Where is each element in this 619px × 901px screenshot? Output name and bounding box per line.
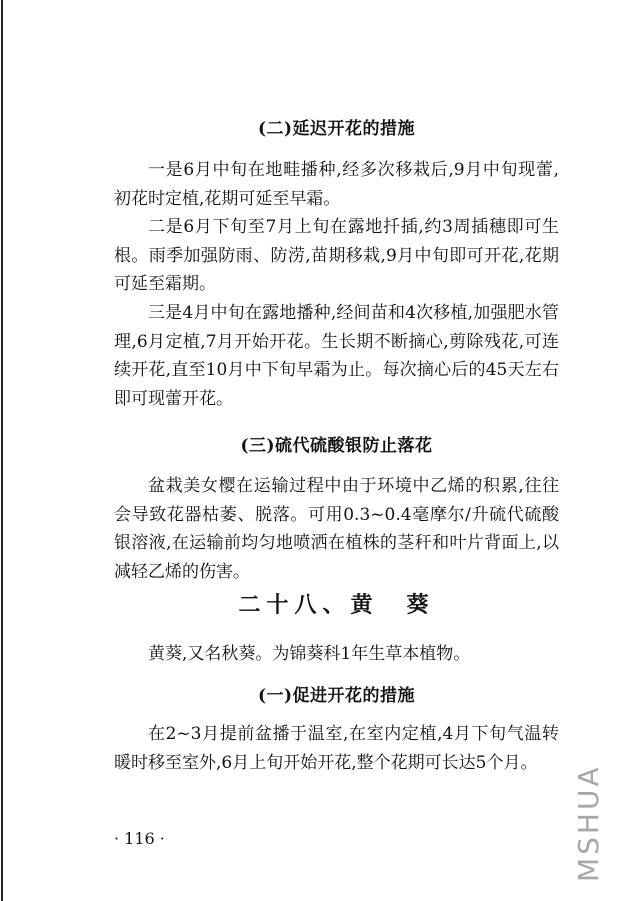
chapter-title: 二十八、黄 葵 [238, 592, 435, 618]
section-heading-promote-flowering: (一)促进开花的措施 [257, 686, 416, 706]
watermark-logo: MSHUA [572, 764, 605, 882]
paragraph-silver-thiosulfate: 盆栽美女樱在运输过程中由于环境中乙烯的积累,往往会导致花器枯萎、脱落。可用0.3~0.4毫摩尔/升硫代硫酸银溶液,在运输前均匀地喷洒在植株的茎秆和叶片背面上,以减轻乙烯的伤害。 [114, 476, 559, 582]
paragraph-method-one: 一是6月中旬在地畦播种,经多次移栽后,9月中旬现蕾,初花时定植,花期可延至早霜。 [114, 160, 559, 209]
paragraph-chapter-intro: 黄葵,又名秋葵。为锦葵科1年生草本植物。 [148, 644, 471, 664]
paragraph-method-three: 三是4月中旬在露地播种,经间苗和4次移植,加强肥水管理,6月定植,7月开始开花。生长期不断摘心,剪除残花,可连续开花,直至10月中下旬早霜为止。每次摘心后的45天左右即可现蕾开花。 [114, 303, 559, 409]
book-page [114, 0, 559, 901]
section-heading-silver-thiosulfate: (三)硫代硫酸银防止落花 [240, 436, 433, 456]
section-heading-delay-flowering: (二)延迟开花的措施 [257, 119, 416, 139]
paragraph-method-two: 二是6月下旬至7月上旬在露地扦插,约3周插穗即可生根。雨季加强防雨、防涝,苗期移栽,9月中旬即可开花,花期可延至霜期。 [114, 217, 559, 294]
page-number: · 116 · [114, 829, 165, 848]
paragraph-promote-flowering: 在2~3月提前盆播于温室,在室内定植,4月下旬气温转暖时移至室外,6月上旬开始开花,整个花期可长达5个月。 [114, 724, 559, 773]
page-edge-rule [1, 0, 3, 901]
